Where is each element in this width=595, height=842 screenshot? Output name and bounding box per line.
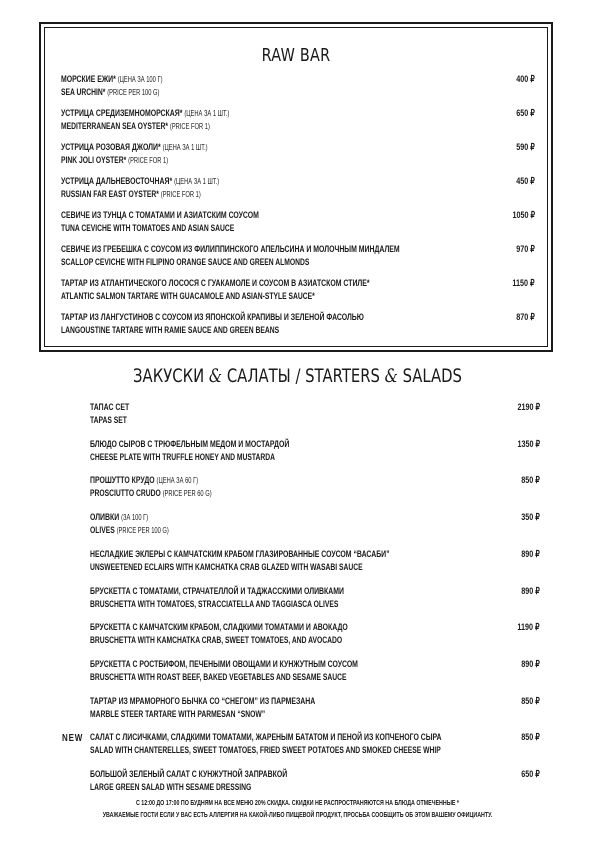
dish-name-en: UNSWEETENED ECLAIRS WITH KAMCHATKA CRAB GLAZED WITH WASABI SAUCE <box>90 560 363 572</box>
portion-note-ru: (ЦЕНА ЗА 60 Г) <box>156 476 199 486</box>
starters-title-en: SALADS <box>402 365 462 387</box>
menu-item <box>90 659 540 685</box>
portion-note-ru: (ЦЕНА ЗА 1 ШТ.) <box>162 143 208 152</box>
portion-note-en: (PRICE FOR 1) <box>160 190 201 199</box>
menu-item-price: 870 ₽ <box>516 312 535 323</box>
menu-item <box>90 402 540 428</box>
menu-item-name-en <box>61 154 168 165</box>
portion-note-ru: (ЦЕНА ЗА 1 ШТ.) <box>174 177 220 186</box>
menu-item-name-ru <box>61 176 219 187</box>
dish-name-en: PROSCIUTTO CRUDO <box>90 487 161 499</box>
menu-item-name-en <box>90 671 347 682</box>
menu-item-price: 590 ₽ <box>516 142 535 153</box>
menu-item-price: 890 ₽ <box>521 658 540 670</box>
menu-item-price: 650 ₽ <box>521 769 540 780</box>
raw-bar-title: RAW BAR <box>261 45 331 66</box>
menu-item-price: 890 ₽ <box>521 548 540 560</box>
footer-allergy-note: УВАЖАЕМЫЕ ГОСТИ ЕСЛИ У ВАС ЕСТЬ АЛЛЕРГИЯ НА КАКОЙ-ЛИБО ПИЩЕВОЙ ПРОДУКТ, ПРОСЬБА СООБЩИТЬ ОБ ЭТОМ ВАШЕМУ ОФИЦИАНТУ. <box>102 810 493 819</box>
menu-item <box>90 622 540 648</box>
dish-name-en: MARBLE STEER TARTARE WITH PARMESAN “SNOW” <box>90 707 266 719</box>
menu-item <box>61 74 535 100</box>
menu-item-name-en <box>90 561 363 572</box>
portion-note-en: (PRICE PER 100 G) <box>107 88 160 97</box>
dish-name-ru: БРУСКЕТТА С РОСТБИФОМ, ПЕЧЕНЫМИ ОВОЩАМИ И КУНЖУТНЫМ СОУСОМ <box>90 658 358 670</box>
menu-item-name-en <box>90 487 212 498</box>
portion-note-ru: (ЦЕНА ЗА 1 ШТ.) <box>184 109 230 118</box>
dish-name-ru: БЛЮДО СЫРОВ С ТРЮФЕЛЬНЫМ МЕДОМ И МОСТАРДОЙ <box>90 438 290 450</box>
dish-name-en: BRUSCHETTA WITH KAMCHATKA CRAB, SWEET TOMATOES, AND AVOCADO <box>90 634 343 646</box>
menu-item <box>90 732 540 758</box>
menu-item-name-en <box>90 634 342 645</box>
dish-name-ru: ТАРТАР ИЗ МРАМОРНОГО БЫЧКА СО “СНЕГОМ” ИЗ ПАРМЕЗАНА <box>90 695 316 707</box>
menu-item-name-en <box>61 256 309 267</box>
menu-item-price: 1050 ₽ <box>512 210 535 221</box>
dish-name-ru: ПРОШУТТО КРУДО <box>90 475 155 487</box>
menu-item-name-en <box>61 324 279 335</box>
menu-item-price: 650 ₽ <box>516 108 535 119</box>
menu-item-name-ru <box>90 769 287 780</box>
menu-item <box>61 142 535 168</box>
menu-item-name-en <box>90 414 127 425</box>
ampersand: & <box>208 365 223 387</box>
menu-item-name-ru <box>61 142 208 153</box>
dish-name-ru: СЕВИЧЕ ИЗ ГРЕБЕШКА С СОУСОМ ИЗ ФИЛИППИНСКОГО АПЕЛЬСИНА И МОЛОЧНЫМ МИНДАЛЕМ <box>61 244 400 255</box>
starters-title <box>65 365 529 387</box>
menu-item-price: 1190 ₽ <box>517 622 540 634</box>
menu-item-price: 890 ₽ <box>521 585 540 597</box>
dish-name-ru: БРУСКЕТТА С ТОМАТАМИ, СТРАЧАТЕЛЛОЙ И ТАДЖАССКИМИ ОЛИВКАМИ <box>90 585 344 597</box>
dish-name-en: BRUSCHETTA WITH ROAST BEEF, BAKED VEGETABLES AND SESAME SAUCE <box>90 670 347 682</box>
menu-item-price: 1350 ₽ <box>517 438 540 450</box>
menu-item-name-ru <box>90 402 129 413</box>
dish-name-en: CHEESE PLATE WITH TRUFFLE HONEY AND MUSTARDA <box>90 450 276 462</box>
dish-name-ru: САЛАТ С ЛИСИЧКАМИ, СЛАДКИМИ ТОМАТАМИ, ЖАРЕНЫМ БАТАТОМ И ПЕНОЙ ИЗ КОПЧЕНОГО СЫРА <box>90 732 442 744</box>
dish-name-ru: НЕСЛАДКИЕ ЭКЛЕРЫ С КАМЧАТСКИМ КРАБОМ ГЛАЗИРОВАННЫЕ СОУСОМ “ВАСАБИ” <box>90 548 390 560</box>
ampersand: & <box>384 365 398 387</box>
menu-item-name-en <box>61 86 159 97</box>
portion-note-en: (PRICE PER 60 G) <box>162 489 212 499</box>
dish-name-en: TUNA CEVICHE WITH TOMATOES AND ASIAN SAUCE <box>61 222 235 233</box>
dish-name-ru: ТАРТАР ИЗ АТЛАНТИЧЕСКОГО ЛОСОСЯ С ГУАКАМОЛЕ И СОУСОМ В АЗИАТСКОМ СТИЛЕ* <box>61 278 370 289</box>
menu-item <box>61 108 535 134</box>
raw-bar-section <box>39 22 553 352</box>
portion-note-ru: (ЗА 100 Г) <box>121 513 149 523</box>
menu-item-name-en <box>61 290 315 301</box>
menu-item-price: 2190 ₽ <box>517 402 540 413</box>
dish-name-en: MEDITERRANEAN SEA OYSTER* <box>61 120 169 131</box>
menu-item-name-ru <box>61 278 370 289</box>
menu-item-name-ru <box>61 244 400 255</box>
dish-name-en: TAPAS SET <box>90 414 127 425</box>
dish-name-ru: БРУСКЕТТА С КАМЧАТСКИМ КРАБОМ, СЛАДКИМИ ТОМАТАМИ И АВОКАДО <box>90 622 348 634</box>
menu-item-name-en <box>61 188 201 199</box>
dish-name-en: BRUSCHETTA WITH TOMATOES, STRACCIATELLA AND TAGGIASCA OLIVES <box>90 597 339 609</box>
dish-name-en: ATLANTIC SALMON TARTARE WITH GUACAMOLE AND ASIAN-STYLE SAUCE* <box>61 290 315 301</box>
dish-name-en: SEA URCHIN* <box>61 86 106 97</box>
menu-item-name-ru <box>90 512 148 523</box>
portion-note-en: (PRICE PER 100 G) <box>116 526 169 536</box>
dish-name-ru: УСТРИЦА СРЕДИЗЕМНОМОРСКАЯ* <box>61 108 183 119</box>
dish-name-ru: ТАПАС СЕТ <box>90 402 130 413</box>
menu-item <box>90 769 540 795</box>
menu-item-name-ru <box>90 475 198 486</box>
dish-name-en: LANGOUSTINE TARTARE WITH RAMIE SAUCE AND GREEN BEANS <box>61 324 280 335</box>
menu-item-name-ru <box>90 659 358 670</box>
dish-name-en: OLIVES <box>90 524 115 536</box>
menu-item-price: 850 ₽ <box>521 732 540 744</box>
menu-item <box>90 475 540 501</box>
menu-item-name-en <box>90 708 265 719</box>
menu-item <box>90 696 540 722</box>
portion-note-ru: (ЦЕНА ЗА 100 Г) <box>117 75 163 84</box>
menu-item-name-ru <box>61 312 364 323</box>
dish-name-en: LARGE GREEN SALAD WITH SESAME DRESSING <box>90 781 252 792</box>
menu-item-price: 1150 ₽ <box>512 278 535 289</box>
menu-item <box>61 278 535 304</box>
menu-item-name-ru <box>61 74 162 85</box>
starters-title-ru: ЗАКУСКИ <box>133 365 205 387</box>
menu-item-name-en <box>61 222 234 233</box>
dish-name-ru: ОЛИВКИ <box>90 512 120 524</box>
footer-discount-note: С 12:00 ДО 17:00 ПО БУДНЯМ НА ВСЕ МЕНЮ 20% СКИДКА. СКИДКИ НЕ РАСПРОСТРАНЯЮТСЯ НА БЛЮДА ОТМЕЧЕННЫЕ * <box>135 798 460 807</box>
menu-item-name-en <box>90 744 441 755</box>
menu-item-name-ru <box>61 108 229 119</box>
menu-item-price: 350 ₽ <box>521 512 540 524</box>
menu-item-name-en <box>90 451 275 462</box>
menu-item-price: 450 ₽ <box>516 176 535 187</box>
dish-name-en: RUSSIAN FAR EAST OYSTER* <box>61 188 159 199</box>
menu-item <box>90 512 540 538</box>
dish-name-ru: БОЛЬШОЙ ЗЕЛЕНЫЙ САЛАТ С КУНЖУТНОЙ ЗАПРАВКОЙ <box>90 769 288 780</box>
menu-item-price: 400 ₽ <box>516 74 535 85</box>
portion-note-en: (PRICE FOR 1) <box>128 156 169 165</box>
dish-name-ru: УСТРИЦА ДАЛЬНЕВОСТОЧНАЯ* <box>61 176 173 187</box>
dish-name-en: SCALLOP CEVICHE WITH FILIPINO ORANGE SAUCE AND GREEN ALMONDS <box>61 256 310 267</box>
menu-item <box>61 312 535 338</box>
menu-item-name-en <box>90 524 169 535</box>
menu-item-name-ru <box>90 549 390 560</box>
menu-item <box>61 176 535 202</box>
menu-item-name-ru <box>61 210 259 221</box>
menu-item <box>61 210 535 236</box>
dish-name-en: PINK JOLI OYSTER* <box>61 154 127 165</box>
starters-title-mid: САЛАТЫ / STARTERS <box>226 365 380 387</box>
menu-item-price: 970 ₽ <box>516 244 535 255</box>
menu-item-name-en <box>61 120 210 131</box>
dish-name-ru: УСТРИЦА РОЗОВАЯ ДЖОЛИ* <box>61 142 161 153</box>
menu-item <box>90 586 540 612</box>
menu-item-name-en <box>90 781 251 792</box>
menu-item-price: 850 ₽ <box>521 695 540 707</box>
menu-item-name-en <box>90 598 338 609</box>
menu-item-name-ru <box>90 696 315 707</box>
menu-item <box>90 549 540 575</box>
dish-name-en: SALAD WITH CHANTERELLES, SWEET TOMATOES, FRIED SWEET POTATOES AND SMOKED CHEESE WHIP <box>90 744 441 756</box>
menu-item <box>90 439 540 465</box>
menu-item-name-ru <box>90 622 348 633</box>
menu-item-name-ru <box>90 586 344 597</box>
new-badge: NEW <box>62 733 84 744</box>
portion-note-en: (PRICE FOR 1) <box>169 122 210 131</box>
menu-item <box>61 244 535 270</box>
menu-item-name-ru <box>90 439 289 450</box>
dish-name-ru: ТАРТАР ИЗ ЛАНГУСТИНОВ С СОУСОМ ИЗ ЯПОНСКОЙ КРАПИВЫ И ЗЕЛЕНОЙ ФАСОЛЬЮ <box>61 312 364 323</box>
dish-name-ru: МОРСКИЕ ЕЖИ* <box>61 74 116 85</box>
dish-name-ru: СЕВИЧЕ ИЗ ТУНЦА С ТОМАТАМИ И АЗИАТСКИМ СОУСОМ <box>61 210 259 221</box>
menu-item-price: 850 ₽ <box>521 475 540 487</box>
menu-item-name-ru <box>90 732 441 743</box>
